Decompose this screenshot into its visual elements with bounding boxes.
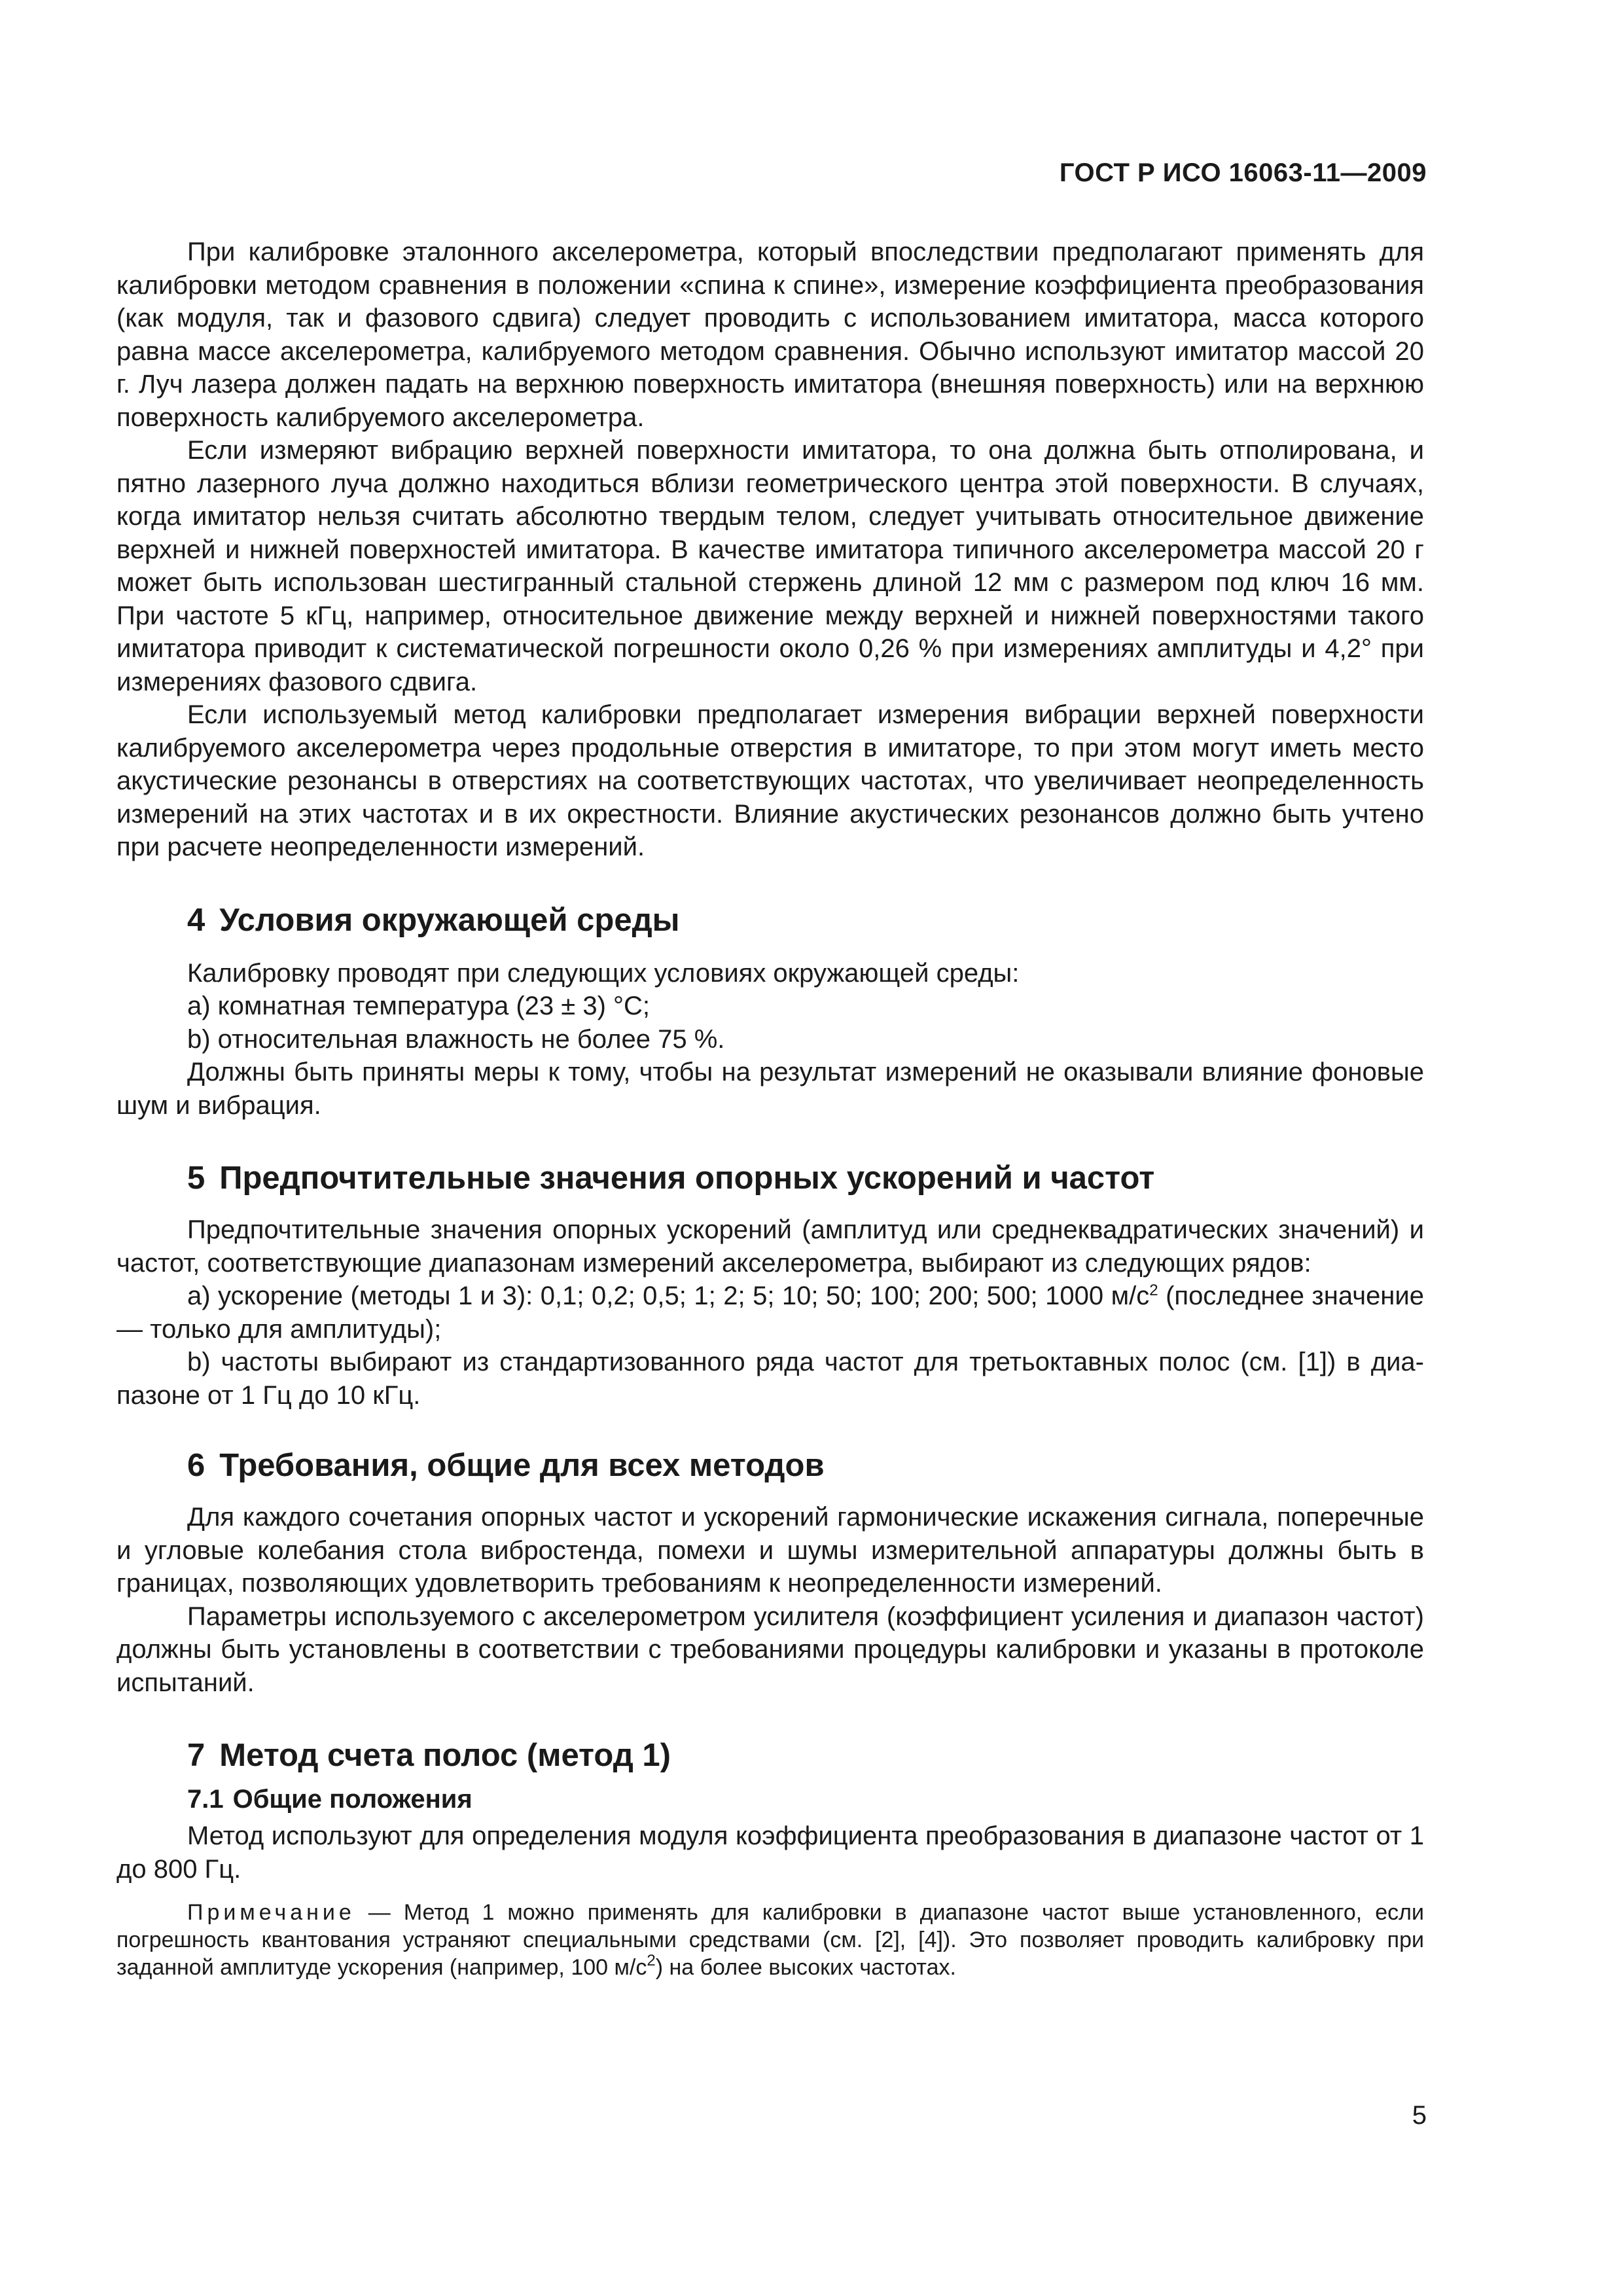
intro-paragraph-3: Если используемый метод калибровки предполагает измерения вибрации верхней поверхности калибруемого акселерометра через продольные отверстия в имитаторе, то при этом могут иметь место акустические резонансы в отверстиях на соответствующих частотах, что увеличивает неопределенность измерений на этих частотах и в их окрестности. Влияние акустических резонансов должно быть учтено при расчете неопределенности измерений. bbox=[116, 700, 1424, 861]
subsection-7-1-heading bbox=[116, 1783, 1424, 1816]
section-5-number: 5 bbox=[187, 1160, 205, 1196]
section-6-heading bbox=[116, 1446, 1424, 1485]
section-6-number: 6 bbox=[187, 1448, 205, 1483]
section-6-paragraph-1: Для каждого сочетания опорных частот и ускорений гармонические искажения сигнала, поперечные и угловые колебания стола вибростенда, помехи и шумы измерительной аппаратуры должны быть в границах, позволяющих удовлетворить требованиям к неопределенности измерений. bbox=[116, 1503, 1424, 1598]
section-5-paragraph-1: Предпочтительные значения опорных ускорений (амплитуд или среднеквадратических значений) и частот, соответствующие диапазонам измерений акселерометра, выбирают из следующих рядов: bbox=[116, 1215, 1424, 1278]
note-text: — Метод 1 можно применять для калибровки в диапазоне частот выше установленного, если погрешность квантования устраняют специальными средствами (см. [2], [4]). Это позволяет проводить калибровку при заданной амплитуде ускорения (например, 100 м/с bbox=[116, 1900, 1424, 1980]
note-label: Примечание bbox=[187, 1900, 355, 1925]
section-5-item-b: b) частоты выбирают из стандартизованного ряда частот для третьоктавных полос (см. [1]) в диапазоне от 1 Гц до 10 кГц. bbox=[116, 1348, 1424, 1410]
section-4-item-b: b) относительная влажность не более 75 %. bbox=[187, 1024, 725, 1054]
intro-paragraph-2: Если измеряют вибрацию верхней поверхности имитатора, то она должна быть отполирована, и пятно лазерного луча должно находиться вблизи геометрического центра этой поверхности. В случаях, когда имитатор нельзя считать абсолютно твердым телом, следует учитывать относительное движение верхней и нижней поверхностей имитатора. В качестве имитатора типичного акселерометра массой 20 г может быть использован шестигранный стальной стержень длиной 12 мм с размером под ключ 16 мм. При частоте 5 кГц, например, относительное движение между верхней и нижней поверхностями такого имитатора приводит к систематической погрешности около 0,26 % при измерениях амплитуды и 4,2° при измерениях фазового сдвига. bbox=[116, 436, 1424, 696]
page-number: 5 bbox=[1412, 2101, 1427, 2130]
note bbox=[116, 1899, 1424, 1981]
section-4-paragraph-2: Должны быть приняты меры к тому, чтобы на результат измерений не оказывали влияние фоновые шум и вибрация. bbox=[116, 1058, 1424, 1120]
section-5-item-a-tail: (последнее значение — только для амплитуды); bbox=[116, 1282, 1424, 1344]
section-5-item-a bbox=[116, 1280, 1424, 1346]
section-6-title: Требования, общие для всех методов bbox=[219, 1448, 825, 1483]
section-4-item-a: а) комнатная температура (23 ± 3) °С; bbox=[187, 992, 650, 1020]
section-7-title: Метод счета полос (метод 1) bbox=[219, 1738, 671, 1773]
note-superscript: 2 bbox=[647, 1952, 656, 1969]
section-7-paragraph-1: Метод используют для определения модуля коэффициента преобразования в диапазоне частот от 1 до 800 Гц. bbox=[116, 1821, 1424, 1884]
section-4-title: Условия окружающей среды bbox=[219, 902, 680, 938]
section-5-item-a-superscript: 2 bbox=[1149, 1282, 1158, 1299]
section-5-heading bbox=[116, 1158, 1424, 1198]
page-content bbox=[116, 236, 1424, 1981]
section-4-heading bbox=[116, 901, 1424, 940]
section-4-number: 4 bbox=[187, 902, 205, 938]
section-5-item-a-text: а) ускорение (методы 1 и 3): 0,1; 0,2; 0,5; 1; 2; 5; 10; 50; 100; 200; 500; 1000 м/с bbox=[187, 1282, 1150, 1310]
section-5-title: Предпочтительные значения опорных ускорений и частот bbox=[219, 1160, 1155, 1196]
section-6-paragraph-2: Параметры используемого с акселерометром усилителя (коэффициент усиления и диапазон частот) должны быть установлены в соответствии с требованиями процедуры калибровки и указаны в протоколе испытаний. bbox=[116, 1602, 1424, 1697]
intro-paragraph-1: При калибровке эталонного акселерометра, который впоследствии предполагают применять для калибровки методом сравнения в положении «спина к спине», измерение коэффициента преобразования (как модуля, так и фазового сдвига) следует проводить с использованием имитатора, масса которого равна массе акселерометра, калибруемого методом сравнения. Обычно используют имитатор массой 20 г. Луч лазера должен падать на верхнюю поверхность имитатора (внешняя поверхность) или на верхнюю поверхность калибруемого акселерометра. bbox=[116, 238, 1424, 432]
standard-header: ГОСТ Р ИСО 16063-11—2009 bbox=[1059, 158, 1427, 187]
subsection-7-1-number: 7.1 bbox=[187, 1785, 224, 1814]
subsection-7-1-title: Общие положения bbox=[232, 1785, 473, 1814]
section-4-paragraph-1: Калибровку проводят при следующих условиях окружающей среды: bbox=[187, 958, 1020, 988]
section-7-heading bbox=[116, 1736, 1424, 1775]
note-tail: ) на более высоких частотах. bbox=[655, 1955, 956, 1980]
section-7-number: 7 bbox=[187, 1738, 205, 1773]
